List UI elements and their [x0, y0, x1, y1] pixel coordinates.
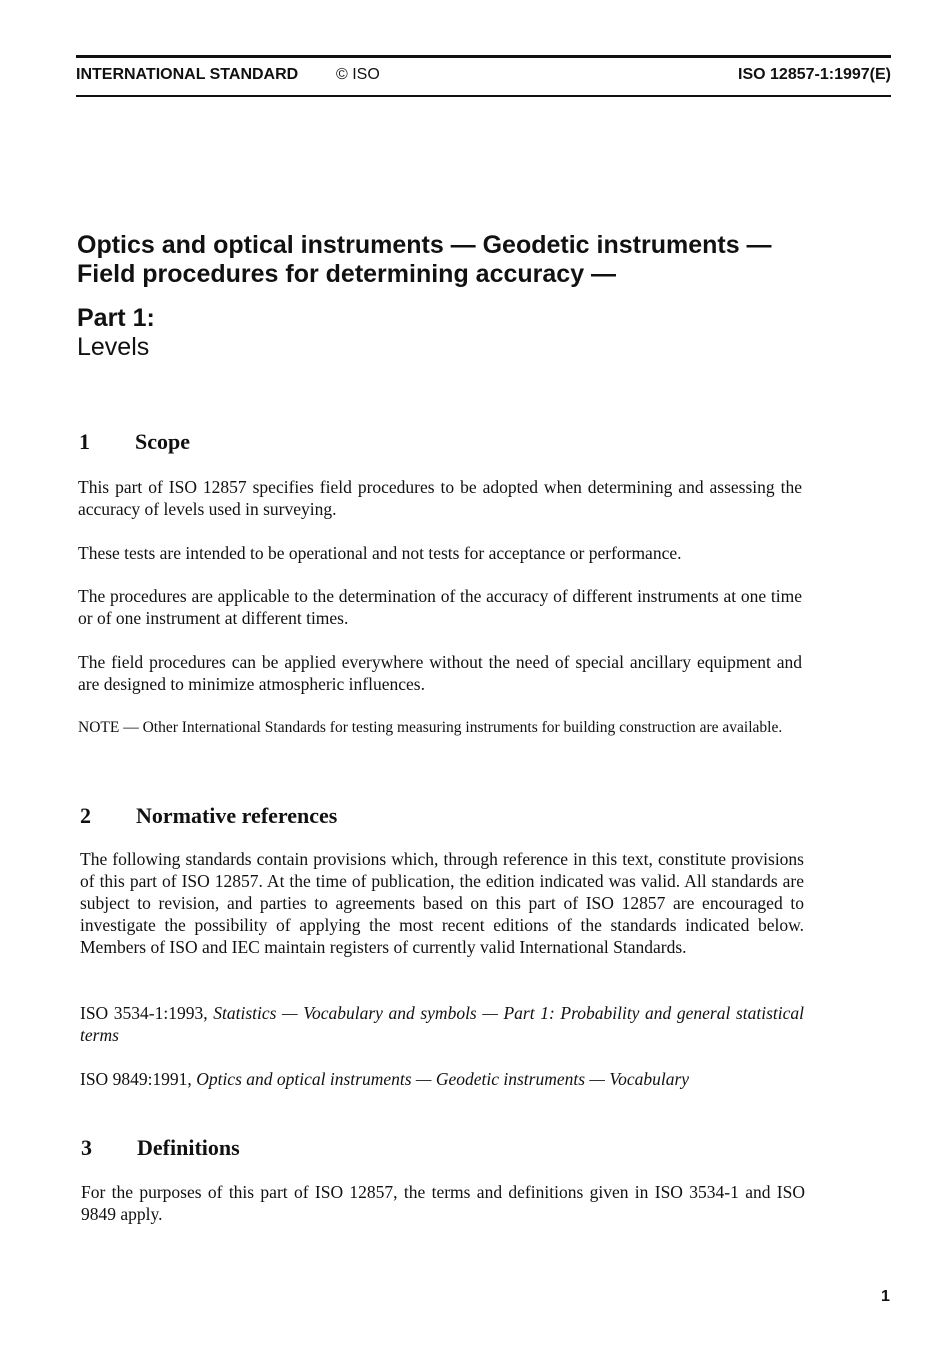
title-line-2: Field procedures for determining accuracy —	[77, 260, 617, 288]
normative-paragraph-1: The following standards contain provisions which, through reference in this text, constitute provisions of this part of ISO 12857. At the time of publication, the edition indicated was valid. All standards are subject to revision, and parties to agreements based on this part of ISO 12857 are encouraged to investigate the possibility of applying the most recent editions of the standards indicated below. Members of ISO and IEC maintain registers of currently valid International Standards.	[80, 849, 804, 957]
definitions-paragraph-1: For the purposes of this part of ISO 12857, the terms and definitions given in ISO 3534-1 and ISO 9849 apply.	[81, 1182, 805, 1224]
scope-paragraph-2: These tests are intended to be operational and not tests for acceptance or performance.	[78, 543, 682, 563]
part-name: Levels	[77, 333, 150, 361]
reference-item-1	[80, 1002, 804, 1046]
scope-note: NOTE — Other International Standards for testing measuring instruments for building construction are available.	[78, 719, 783, 736]
page-number: 1	[881, 1288, 890, 1305]
reference-item-2	[80, 1068, 804, 1090]
scope-paragraph-1: This part of ISO 12857 specifies field procedures to be adopted when determining and assessing the accuracy of levels used in surveying.	[78, 477, 802, 519]
document-number: ISO 12857-1:1997(E)	[738, 66, 891, 83]
section-title: Normative references	[136, 803, 338, 828]
header-top-rule	[76, 55, 891, 58]
document-title	[77, 231, 877, 289]
section-title: Definitions	[137, 1135, 240, 1160]
section-number: 3	[81, 1135, 92, 1160]
header-bottom-rule	[76, 95, 891, 97]
running-header	[76, 66, 891, 90]
section-number: 1	[79, 429, 90, 454]
scope-paragraph-3: The procedures are applicable to the determination of the accuracy of different instruments at one time or of one instrument at different times.	[78, 586, 802, 628]
reference-id: ISO 3534-1:1993,	[80, 1003, 208, 1023]
reference-title: Optics and optical instruments — Geodetic instruments — Vocabulary	[196, 1069, 690, 1089]
scope-paragraph-4: The field procedures can be applied everywhere without the need of special ancillary equipment and are designed to minimize atmospheric influences.	[78, 652, 802, 694]
copyright-notice: © ISO	[336, 66, 380, 83]
standard-label: INTERNATIONAL STANDARD	[76, 66, 299, 83]
reference-id: ISO 9849:1991,	[80, 1069, 192, 1089]
section-title: Scope	[135, 429, 190, 454]
part-label: Part 1:	[77, 304, 155, 332]
title-line-1: Optics and optical instruments — Geodetic instruments —	[77, 231, 772, 259]
section-number: 2	[80, 803, 91, 828]
reference-title: Statistics — Vocabulary and symbols — Part 1: Probability and general statistical terms	[80, 1003, 805, 1045]
